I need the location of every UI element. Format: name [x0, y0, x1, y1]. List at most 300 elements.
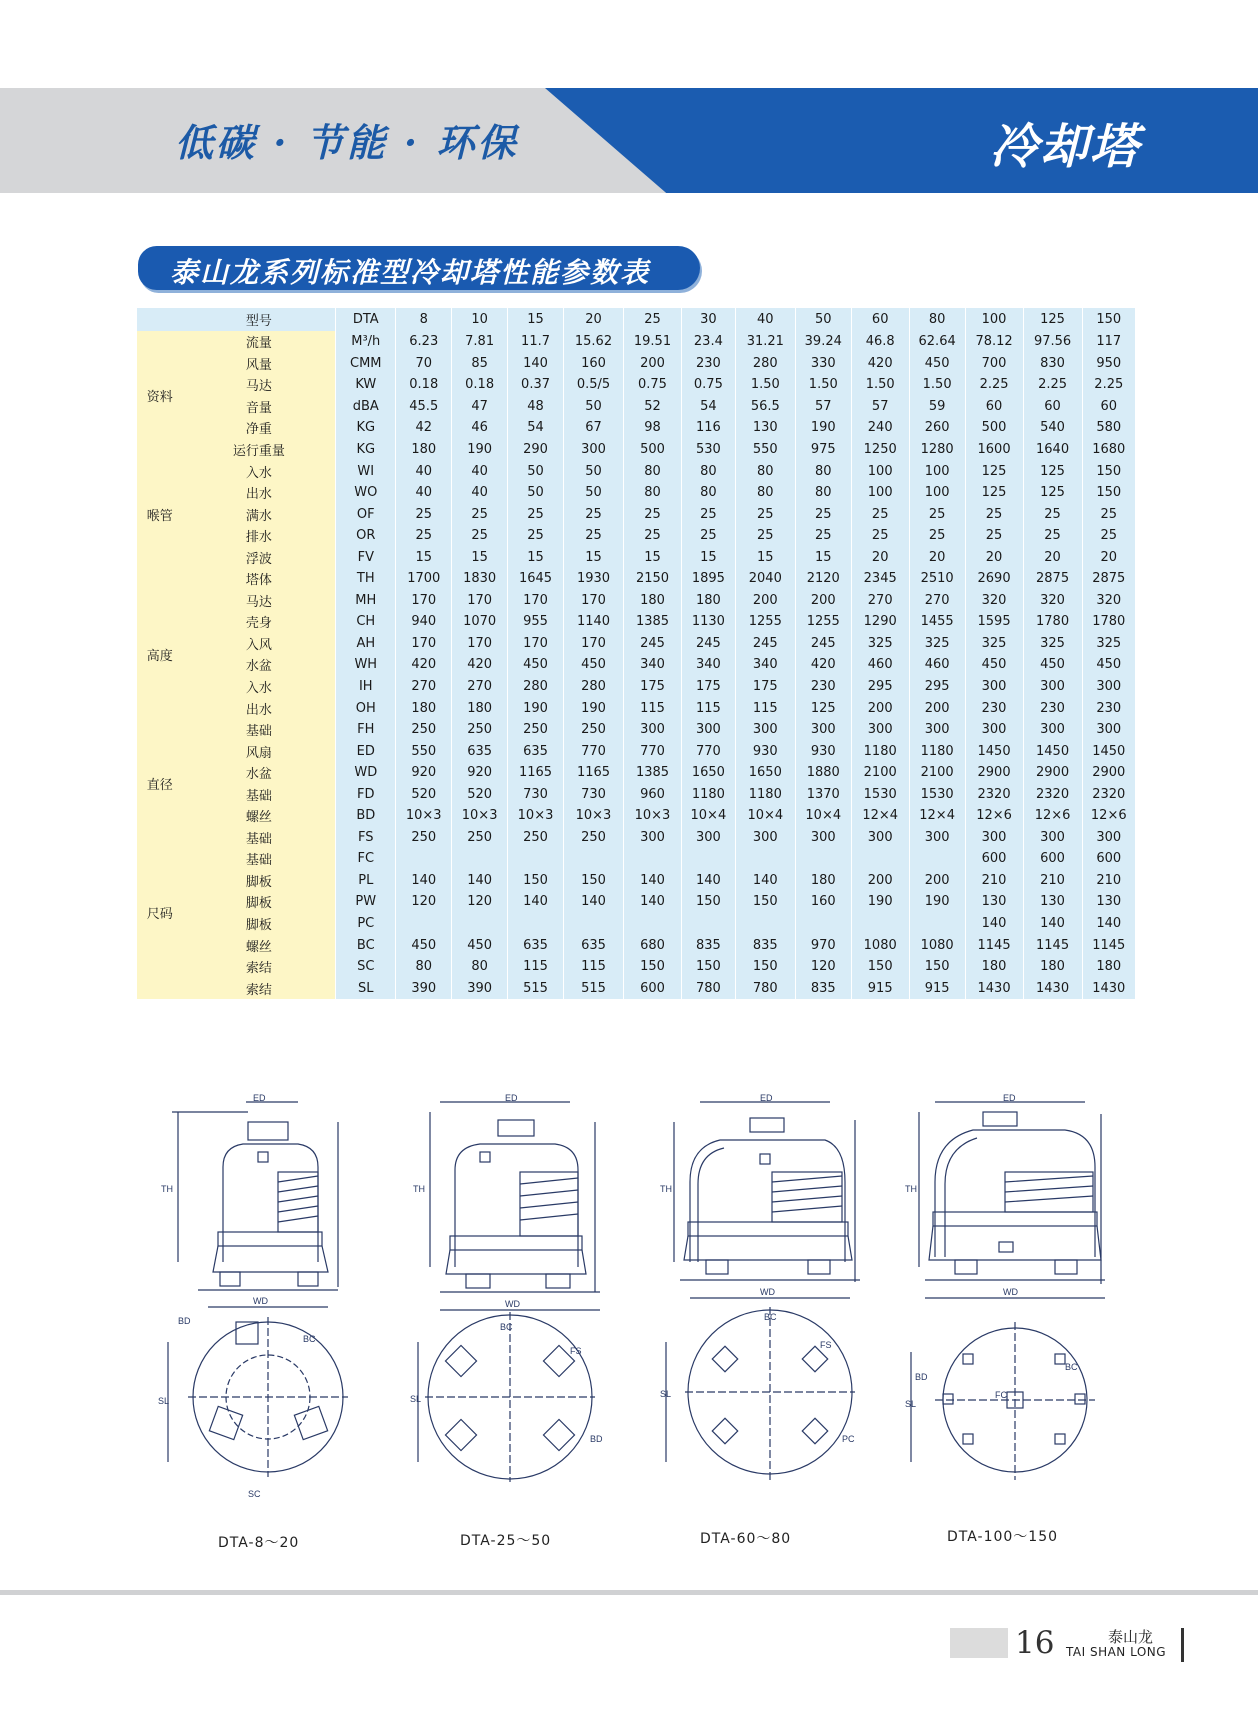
- table-row: [137, 331, 1135, 353]
- drawing-caption: DTA-100～150: [947, 1529, 1059, 1545]
- value-cell: [624, 913, 682, 935]
- value-cell: 150: [563, 870, 623, 892]
- value-cell: 250: [452, 719, 508, 741]
- header-label: 型号: [183, 308, 336, 331]
- value-cell: 250: [508, 719, 564, 741]
- value-cell: 116: [681, 417, 735, 439]
- value-cell: 190: [452, 439, 508, 461]
- footer-tab: [950, 1628, 1008, 1658]
- value-cell: 125: [965, 482, 1023, 504]
- value-cell: 25: [563, 525, 623, 547]
- value-cell: 835: [795, 977, 851, 999]
- row-code: ED: [336, 740, 396, 762]
- table-row: [137, 762, 1135, 784]
- value-cell: [681, 913, 735, 935]
- value-cell: 2345: [851, 568, 909, 590]
- value-cell: 300: [965, 676, 1023, 698]
- value-cell: 170: [452, 633, 508, 655]
- table-row: [137, 439, 1135, 461]
- value-cell: [508, 913, 564, 935]
- value-cell: 325: [1082, 633, 1135, 655]
- value-cell: 920: [452, 762, 508, 784]
- value-cell: 170: [508, 590, 564, 612]
- value-cell: 520: [452, 783, 508, 805]
- value-cell: 320: [1082, 590, 1135, 612]
- row-label: 浮波: [183, 546, 336, 568]
- value-cell: 15: [452, 546, 508, 568]
- row-label: 脚板: [183, 870, 336, 892]
- row-label: 螺丝: [183, 934, 336, 956]
- row-label: 索结: [183, 977, 336, 999]
- value-cell: 150: [909, 956, 965, 978]
- value-cell: 46: [452, 417, 508, 439]
- value-cell: 80: [624, 460, 682, 482]
- value-cell: 170: [396, 633, 452, 655]
- value-cell: 12×6: [965, 805, 1023, 827]
- value-cell: 300: [624, 827, 682, 849]
- value-cell: 450: [396, 934, 452, 956]
- value-cell: 550: [396, 740, 452, 762]
- value-cell: 125: [1023, 482, 1082, 504]
- value-cell: 160: [795, 891, 851, 913]
- value-cell: 25: [563, 503, 623, 525]
- row-label: 流量: [183, 331, 336, 353]
- row-code: CMM: [336, 353, 396, 375]
- value-cell: 80: [396, 956, 452, 978]
- value-cell: 50: [563, 482, 623, 504]
- value-cell: 300: [965, 719, 1023, 741]
- value-cell: 1370: [795, 783, 851, 805]
- value-cell: 46.8: [851, 331, 909, 353]
- value-cell: 1180: [909, 740, 965, 762]
- value-cell: 340: [735, 654, 795, 676]
- value-cell: 120: [452, 891, 508, 913]
- row-label: 入水: [183, 676, 336, 698]
- value-cell: 40: [396, 460, 452, 482]
- row-label: 水盆: [183, 654, 336, 676]
- value-cell: 250: [508, 827, 564, 849]
- table-row: [137, 482, 1135, 504]
- value-cell: 25: [452, 503, 508, 525]
- value-cell: 125: [795, 697, 851, 719]
- value-cell: 320: [1023, 590, 1082, 612]
- value-cell: 140: [1082, 913, 1135, 935]
- row-code: FH: [336, 719, 396, 741]
- value-cell: 40: [452, 482, 508, 504]
- value-cell: 115: [624, 697, 682, 719]
- value-cell: 0.75: [624, 374, 682, 396]
- svg-text:WD: WD: [253, 1296, 268, 1306]
- group-label: 喉管: [137, 460, 183, 568]
- value-cell: 300: [1082, 827, 1135, 849]
- row-code: TH: [336, 568, 396, 590]
- value-cell: 210: [965, 870, 1023, 892]
- value-cell: 200: [735, 590, 795, 612]
- table-row: [137, 913, 1135, 935]
- value-cell: 57: [851, 396, 909, 418]
- value-cell: 100: [851, 482, 909, 504]
- row-label: 基础: [183, 783, 336, 805]
- value-cell: 600: [1023, 848, 1082, 870]
- value-cell: 20: [1082, 546, 1135, 568]
- value-cell: 260: [909, 417, 965, 439]
- value-cell: 190: [909, 891, 965, 913]
- value-cell: 390: [396, 977, 452, 999]
- value-cell: 300: [795, 827, 851, 849]
- value-cell: 550: [735, 439, 795, 461]
- value-cell: 2875: [1082, 568, 1135, 590]
- row-code: FD: [336, 783, 396, 805]
- row-label: 净重: [183, 417, 336, 439]
- value-cell: 15: [563, 546, 623, 568]
- svg-text:TH: TH: [660, 1184, 672, 1194]
- value-cell: 300: [851, 827, 909, 849]
- row-label: 基础: [183, 719, 336, 741]
- value-cell: 180: [795, 870, 851, 892]
- value-cell: 770: [681, 740, 735, 762]
- value-cell: 25: [396, 525, 452, 547]
- page-number: 16: [1015, 1625, 1055, 1661]
- row-label: 螺丝: [183, 805, 336, 827]
- value-cell: [396, 913, 452, 935]
- model-cell: 20: [563, 308, 623, 331]
- row-code: SL: [336, 977, 396, 999]
- value-cell: 770: [624, 740, 682, 762]
- value-cell: 60: [1082, 396, 1135, 418]
- value-cell: 12×4: [851, 805, 909, 827]
- value-cell: 15: [795, 546, 851, 568]
- value-cell: 67: [563, 417, 623, 439]
- value-cell: 0.37: [508, 374, 564, 396]
- value-cell: [624, 848, 682, 870]
- value-cell: 60: [965, 396, 1023, 418]
- value-cell: 25: [1082, 525, 1135, 547]
- row-code: WH: [336, 654, 396, 676]
- value-cell: 20: [965, 546, 1023, 568]
- model-cell: 30: [681, 308, 735, 331]
- row-label: 入水: [183, 460, 336, 482]
- header-banner-right: [545, 88, 1258, 193]
- value-cell: 1430: [1082, 977, 1135, 999]
- value-cell: 635: [508, 934, 564, 956]
- model-cell: 40: [735, 308, 795, 331]
- value-cell: 54: [508, 417, 564, 439]
- value-cell: 930: [735, 740, 795, 762]
- svg-text:BD: BD: [915, 1372, 928, 1382]
- value-cell: 250: [396, 719, 452, 741]
- value-cell: 1070: [452, 611, 508, 633]
- value-cell: 2320: [965, 783, 1023, 805]
- value-cell: 10×3: [563, 805, 623, 827]
- table-row: [137, 568, 1135, 590]
- value-cell: 140: [396, 870, 452, 892]
- value-cell: 78.12: [965, 331, 1023, 353]
- value-cell: 25: [624, 525, 682, 547]
- value-cell: 80: [681, 482, 735, 504]
- value-cell: 2100: [909, 762, 965, 784]
- row-label: 塔体: [183, 568, 336, 590]
- value-cell: 190: [795, 417, 851, 439]
- value-cell: 39.24: [795, 331, 851, 353]
- value-cell: 117: [1082, 331, 1135, 353]
- model-cell: 25: [624, 308, 682, 331]
- value-cell: 460: [851, 654, 909, 676]
- value-cell: 1180: [851, 740, 909, 762]
- footer-brand-en: TAI SHAN LONG: [1066, 1645, 1167, 1659]
- value-cell: 175: [735, 676, 795, 698]
- drawing-caption: DTA-8～20: [218, 1535, 300, 1551]
- row-label: 排水: [183, 525, 336, 547]
- value-cell: 635: [563, 934, 623, 956]
- row-code: M³/h: [336, 331, 396, 353]
- value-cell: 325: [965, 633, 1023, 655]
- drawing-dta-25-50: [410, 1092, 650, 1502]
- table-row: [137, 374, 1135, 396]
- drawing-caption: DTA-60～80: [700, 1531, 792, 1547]
- value-cell: 300: [681, 827, 735, 849]
- value-cell: 2900: [1023, 762, 1082, 784]
- value-cell: 920: [396, 762, 452, 784]
- value-cell: 2510: [909, 568, 965, 590]
- row-label: 基础: [183, 848, 336, 870]
- value-cell: 295: [851, 676, 909, 698]
- row-code: OH: [336, 697, 396, 719]
- value-cell: 1140: [563, 611, 623, 633]
- value-cell: 25: [1023, 525, 1082, 547]
- value-cell: 230: [681, 353, 735, 375]
- value-cell: 200: [795, 590, 851, 612]
- value-cell: 1165: [508, 762, 564, 784]
- value-cell: 340: [624, 654, 682, 676]
- value-cell: 1165: [563, 762, 623, 784]
- value-cell: 1430: [965, 977, 1023, 999]
- row-label: 马达: [183, 374, 336, 396]
- value-cell: 150: [681, 891, 735, 913]
- spec-table-body: [137, 308, 1135, 999]
- svg-text:ED: ED: [760, 1093, 773, 1103]
- value-cell: 245: [735, 633, 795, 655]
- svg-text:WD: WD: [760, 1287, 775, 1297]
- value-cell: 80: [795, 460, 851, 482]
- value-cell: 100: [909, 460, 965, 482]
- row-code: PC: [336, 913, 396, 935]
- value-cell: 250: [396, 827, 452, 849]
- svg-text:BD: BD: [178, 1316, 191, 1326]
- value-cell: 56.5: [735, 396, 795, 418]
- value-cell: 2150: [624, 568, 682, 590]
- value-cell: 460: [909, 654, 965, 676]
- header-unit: DTA: [336, 308, 396, 331]
- value-cell: 1680: [1082, 439, 1135, 461]
- value-cell: 200: [909, 870, 965, 892]
- value-cell: 300: [681, 719, 735, 741]
- value-cell: 98: [624, 417, 682, 439]
- row-code: AH: [336, 633, 396, 655]
- value-cell: 240: [851, 417, 909, 439]
- group-label: 直径: [137, 740, 183, 826]
- value-cell: 150: [681, 956, 735, 978]
- value-cell: 130: [1023, 891, 1082, 913]
- row-code: KG: [336, 417, 396, 439]
- value-cell: 2040: [735, 568, 795, 590]
- value-cell: 97.56: [1023, 331, 1082, 353]
- value-cell: 180: [452, 697, 508, 719]
- value-cell: 180: [965, 956, 1023, 978]
- value-cell: 54: [681, 396, 735, 418]
- value-cell: 190: [851, 891, 909, 913]
- value-cell: 1145: [1023, 934, 1082, 956]
- svg-text:PC: PC: [842, 1434, 855, 1444]
- value-cell: 50: [508, 460, 564, 482]
- value-cell: 10×4: [795, 805, 851, 827]
- svg-text:BC: BC: [764, 1312, 777, 1322]
- value-cell: 1640: [1023, 439, 1082, 461]
- footer-divider: [0, 1590, 1258, 1595]
- value-cell: 150: [851, 956, 909, 978]
- value-cell: 270: [851, 590, 909, 612]
- value-cell: 180: [1023, 956, 1082, 978]
- value-cell: 245: [624, 633, 682, 655]
- value-cell: 300: [563, 439, 623, 461]
- value-cell: 15: [681, 546, 735, 568]
- value-cell: 0.75: [681, 374, 735, 396]
- table-row: [137, 719, 1135, 741]
- value-cell: 80: [795, 482, 851, 504]
- value-cell: 955: [508, 611, 564, 633]
- row-label: 运行重量: [183, 439, 336, 461]
- value-cell: 59: [909, 396, 965, 418]
- value-cell: 40: [452, 460, 508, 482]
- value-cell: 130: [1082, 891, 1135, 913]
- value-cell: [909, 913, 965, 935]
- value-cell: 180: [681, 590, 735, 612]
- value-cell: 80: [681, 460, 735, 482]
- value-cell: 7.81: [452, 331, 508, 353]
- value-cell: 60: [1023, 396, 1082, 418]
- value-cell: 0.18: [452, 374, 508, 396]
- value-cell: 450: [1023, 654, 1082, 676]
- value-cell: 1080: [851, 934, 909, 956]
- svg-text:SL: SL: [158, 1396, 170, 1406]
- value-cell: 2100: [851, 762, 909, 784]
- svg-text:ED: ED: [253, 1093, 266, 1103]
- value-cell: 450: [909, 353, 965, 375]
- value-cell: 140: [624, 870, 682, 892]
- svg-text:BD: BD: [590, 1434, 603, 1444]
- value-cell: 10×3: [396, 805, 452, 827]
- value-cell: 325: [851, 633, 909, 655]
- value-cell: 170: [563, 633, 623, 655]
- value-cell: 1645: [508, 568, 564, 590]
- value-cell: 25: [965, 525, 1023, 547]
- svg-text:SL: SL: [660, 1389, 672, 1399]
- svg-text:TH: TH: [161, 1184, 173, 1194]
- value-cell: 940: [396, 611, 452, 633]
- value-cell: 50: [563, 396, 623, 418]
- value-cell: 45.5: [396, 396, 452, 418]
- value-cell: 1450: [1023, 740, 1082, 762]
- value-cell: 1255: [735, 611, 795, 633]
- value-cell: 15: [508, 546, 564, 568]
- table-row: [137, 870, 1135, 892]
- row-label: 满水: [183, 503, 336, 525]
- value-cell: 530: [681, 439, 735, 461]
- value-cell: 300: [965, 827, 1023, 849]
- value-cell: 325: [1023, 633, 1082, 655]
- row-code: CH: [336, 611, 396, 633]
- value-cell: 11.7: [508, 331, 564, 353]
- row-label: 入风: [183, 633, 336, 655]
- value-cell: 140: [563, 891, 623, 913]
- row-code: BC: [336, 934, 396, 956]
- value-cell: 1930: [563, 568, 623, 590]
- value-cell: 80: [735, 482, 795, 504]
- value-cell: 57: [795, 396, 851, 418]
- value-cell: 12×4: [909, 805, 965, 827]
- drawing-dta-100-150: [905, 1092, 1145, 1492]
- row-label: 水盆: [183, 762, 336, 784]
- value-cell: 12×6: [1082, 805, 1135, 827]
- section-title-pill: [138, 246, 700, 290]
- value-cell: 150: [735, 956, 795, 978]
- value-cell: 340: [681, 654, 735, 676]
- row-code: FS: [336, 827, 396, 849]
- row-code: IH: [336, 676, 396, 698]
- value-cell: 25: [1082, 503, 1135, 525]
- value-cell: 1830: [452, 568, 508, 590]
- value-cell: 730: [563, 783, 623, 805]
- value-cell: 180: [396, 439, 452, 461]
- value-cell: 170: [508, 633, 564, 655]
- value-cell: 520: [396, 783, 452, 805]
- row-code: WD: [336, 762, 396, 784]
- value-cell: 295: [909, 676, 965, 698]
- value-cell: 515: [563, 977, 623, 999]
- table-header-row: [137, 308, 1135, 331]
- value-cell: 25: [681, 503, 735, 525]
- value-cell: 0.5/5: [563, 374, 623, 396]
- value-cell: 250: [452, 827, 508, 849]
- svg-text:BC: BC: [303, 1334, 316, 1344]
- value-cell: 300: [795, 719, 851, 741]
- value-cell: 47: [452, 396, 508, 418]
- model-cell: 150: [1082, 308, 1135, 331]
- value-cell: 6.23: [396, 331, 452, 353]
- svg-text:ED: ED: [1003, 1093, 1016, 1103]
- value-cell: 960: [624, 783, 682, 805]
- value-cell: 915: [909, 977, 965, 999]
- value-cell: 25: [396, 503, 452, 525]
- table-row: [137, 396, 1135, 418]
- value-cell: 25: [735, 503, 795, 525]
- svg-text:TH: TH: [413, 1184, 425, 1194]
- value-cell: 200: [909, 697, 965, 719]
- value-cell: 390: [452, 977, 508, 999]
- value-cell: 25: [508, 525, 564, 547]
- value-cell: 330: [795, 353, 851, 375]
- drawing-dta-60-80: [660, 1092, 900, 1502]
- value-cell: 80: [735, 460, 795, 482]
- value-cell: 160: [563, 353, 623, 375]
- row-code: MH: [336, 590, 396, 612]
- model-cell: 10: [452, 308, 508, 331]
- value-cell: 1.50: [851, 374, 909, 396]
- value-cell: 20: [909, 546, 965, 568]
- svg-text:SC: SC: [248, 1489, 261, 1499]
- value-cell: 100: [851, 460, 909, 482]
- value-cell: 115: [508, 956, 564, 978]
- model-cell: 80: [909, 308, 965, 331]
